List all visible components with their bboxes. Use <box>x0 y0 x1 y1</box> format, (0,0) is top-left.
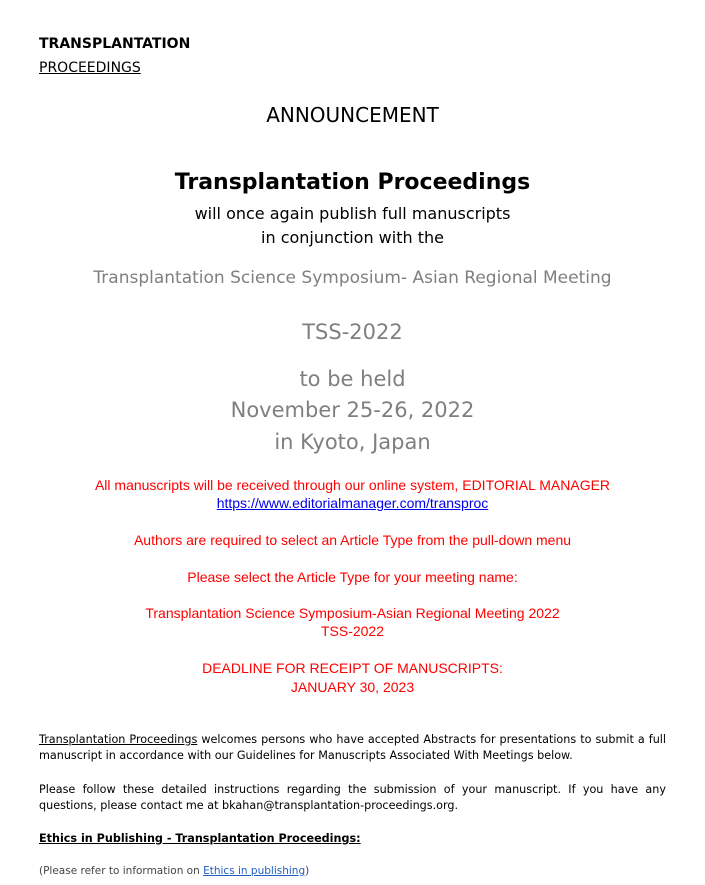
subtitle-line2: in conjunction with the <box>261 228 444 247</box>
submission-line3: Please select the Article Type for your meeting name: <box>187 569 518 585</box>
submission-line1: All manuscripts will be received through our online system, EDITORIAL MANAGER <box>94 477 611 493</box>
paragraph-journal-name: Transplantation Proceedings <box>39 733 198 746</box>
announcement-heading: ANNOUNCEMENT <box>266 103 439 127</box>
ethics-publishing-link[interactable]: Ethics in publishing <box>203 865 306 877</box>
journal-title: Transplantation Proceedings <box>174 170 531 195</box>
welcome-paragraph <box>39 732 666 764</box>
journal-name-line2: PROCEEDINGS <box>39 60 141 76</box>
subtitle-line1: will once again publish full manuscripts <box>194 204 511 223</box>
held-line1: to be held <box>299 367 406 391</box>
symposium-name: Transplantation Science Symposium- Asian Regional Meeting <box>93 268 612 288</box>
journal-name-line1: TRANSPLANTATION <box>39 36 191 52</box>
welcome-paragraph-text: welcomes persons who have accepted Abstracts for presentations to submit a full manuscript in accordance with our Guidelines for Manuscripts Associated With Meetings below. <box>39 733 666 762</box>
instructions-paragraph: Please follow these detailed instructions regarding the submission of your manuscript. If you have any questions, please contact me at bkahan@transplantation-proceedings.org. <box>39 783 666 812</box>
meeting-dates: November 25-26, 2022 <box>230 398 475 422</box>
submission-line2: Authors are required to select an Article Type from the pull-down menu <box>133 532 572 548</box>
article-type-line1: Transplantation Science Symposium-Asian Regional Meeting 2022 <box>145 605 560 621</box>
editorial-manager-link[interactable]: https://www.editorialmanager.com/transproc <box>216 495 489 511</box>
ethics-heading <box>39 832 361 845</box>
deadline-date: JANUARY 30, 2023 <box>290 679 415 695</box>
article-type-line2: TSS-2022 <box>320 623 385 639</box>
ethics-note-suffix: ) <box>305 865 310 877</box>
ethics-heading-text: Ethics in Publishing - Transplantation Proceedings <box>39 832 357 845</box>
ethics-note-prefix: (Please refer to information on <box>39 865 204 877</box>
ethics-heading-colon: : <box>356 832 361 845</box>
deadline-heading: DEADLINE FOR RECEIPT OF MANUSCRIPTS: <box>202 660 503 676</box>
ethics-note <box>39 865 309 877</box>
meeting-code: TSS-2022 <box>302 320 403 344</box>
meeting-location: in Kyoto, Japan <box>274 430 431 454</box>
